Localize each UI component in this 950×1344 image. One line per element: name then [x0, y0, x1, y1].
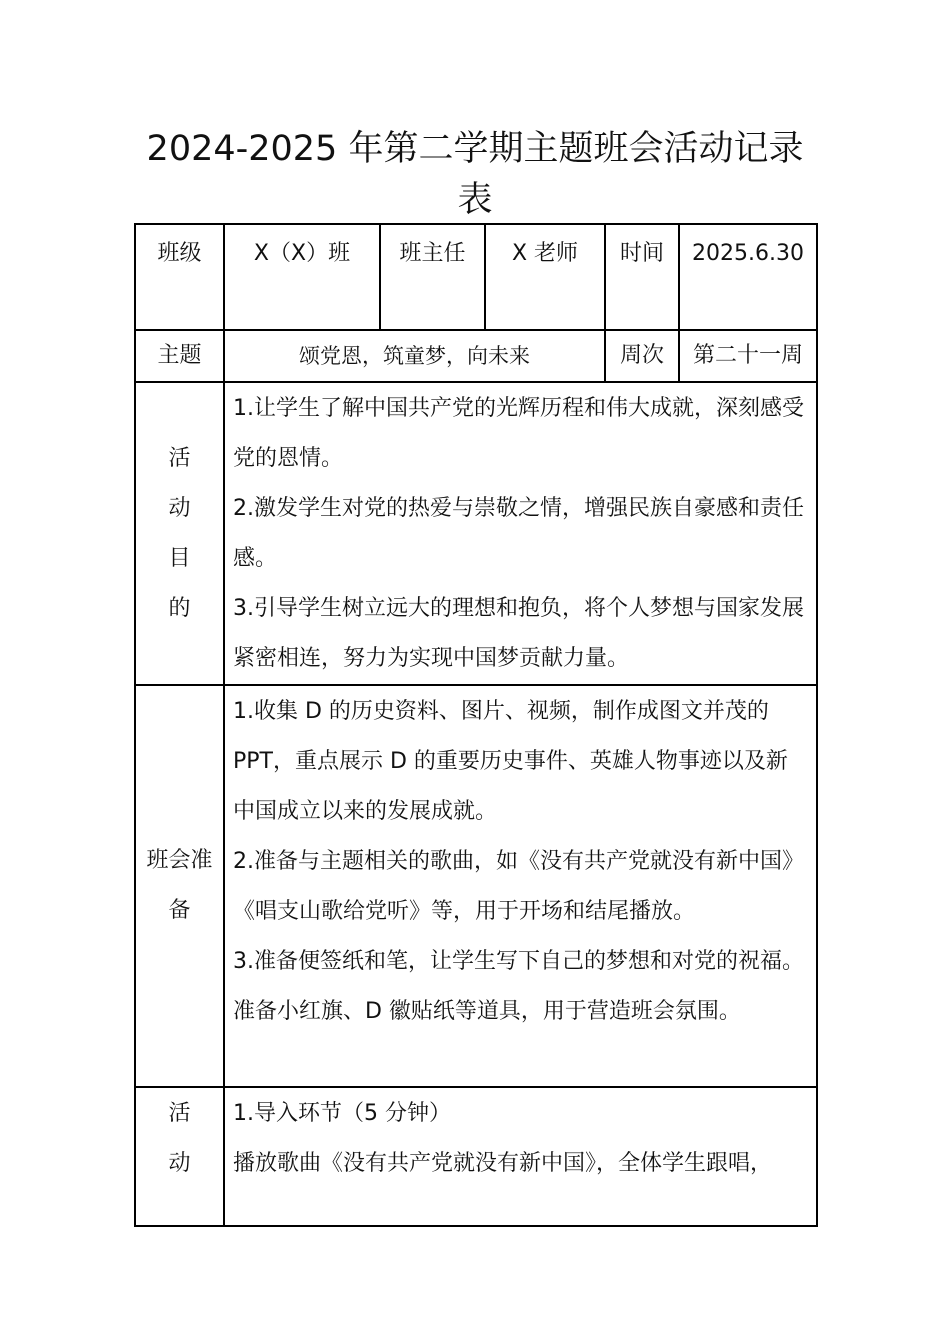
purpose-item: 3.引导学生树立远大的理想和抱负，将个人梦想与国家发展紧密相连，努力为实现中国梦贡献力量。 [233, 596, 804, 671]
activity-label-char: 动 [168, 1151, 191, 1176]
preparation-item: 1.收集 D 的历史资料、图片、视频，制作成图文并茂的 PPT，重点展示 D 的重要历史事件、英雄人物事迹以及新中国成立以来的发展成就。 [233, 699, 788, 824]
activity-content [224, 1087, 817, 1226]
preparation-item: 准备小红旗、D 徽贴纸等道具，用于营造班会氛围。 [233, 999, 741, 1024]
purpose-content [224, 382, 817, 685]
activity-row [135, 1087, 817, 1226]
purpose-item: 1.让学生了解中国共产党的光辉历程和伟大成就，深刻感受党的恩情。 [233, 396, 804, 471]
class-value: X（X）班 [224, 224, 380, 330]
activity-item: 播放歌曲《没有共产党就没有新中国》，全体学生跟唱， [233, 1151, 773, 1176]
topic-row [135, 330, 817, 382]
week-label: 周次 [605, 330, 679, 382]
preparation-row [135, 685, 817, 1087]
purpose-label-char: 动 [168, 495, 191, 521]
preparation-item: 2.准备与主题相关的歌曲，如《没有共产党就没有新中国》《唱支山歌给党听》等，用于开场和结尾播放。 [233, 849, 804, 924]
activity-label-char: 活 [168, 1101, 191, 1126]
purpose-label-char: 活 [168, 445, 191, 471]
teacher-label: 班主任 [380, 224, 485, 330]
record-table [134, 223, 818, 1227]
activity-item: 1.导入环节（5 分钟） [233, 1101, 451, 1126]
topic-label: 主题 [135, 330, 224, 382]
topic-value: 颂党恩，筑童梦，向未来 [224, 330, 605, 382]
time-value: 2025.6.30 [679, 224, 817, 330]
header-row [135, 224, 817, 330]
document-title: 2024-2025 年第二学期主题班会活动记录表 [146, 129, 804, 220]
week-value: 第二十一周 [679, 330, 817, 382]
activity-label [135, 1087, 224, 1226]
purpose-row [135, 382, 817, 685]
preparation-label: 班会准备 [135, 685, 224, 1087]
preparation-item: 3.准备便签纸和笔，让学生写下自己的梦想和对党的祝福。 [233, 949, 804, 974]
purpose-item: 2.激发学生对党的热爱与崇敬之情，增强民族自豪感和责任感。 [233, 496, 804, 571]
purpose-label-char: 目 [168, 545, 191, 571]
class-label: 班级 [135, 224, 224, 330]
time-label: 时间 [605, 224, 679, 330]
teacher-value: X 老师 [485, 224, 605, 330]
preparation-content [224, 685, 817, 1087]
purpose-label [135, 382, 224, 685]
purpose-label-char: 的 [168, 595, 191, 621]
